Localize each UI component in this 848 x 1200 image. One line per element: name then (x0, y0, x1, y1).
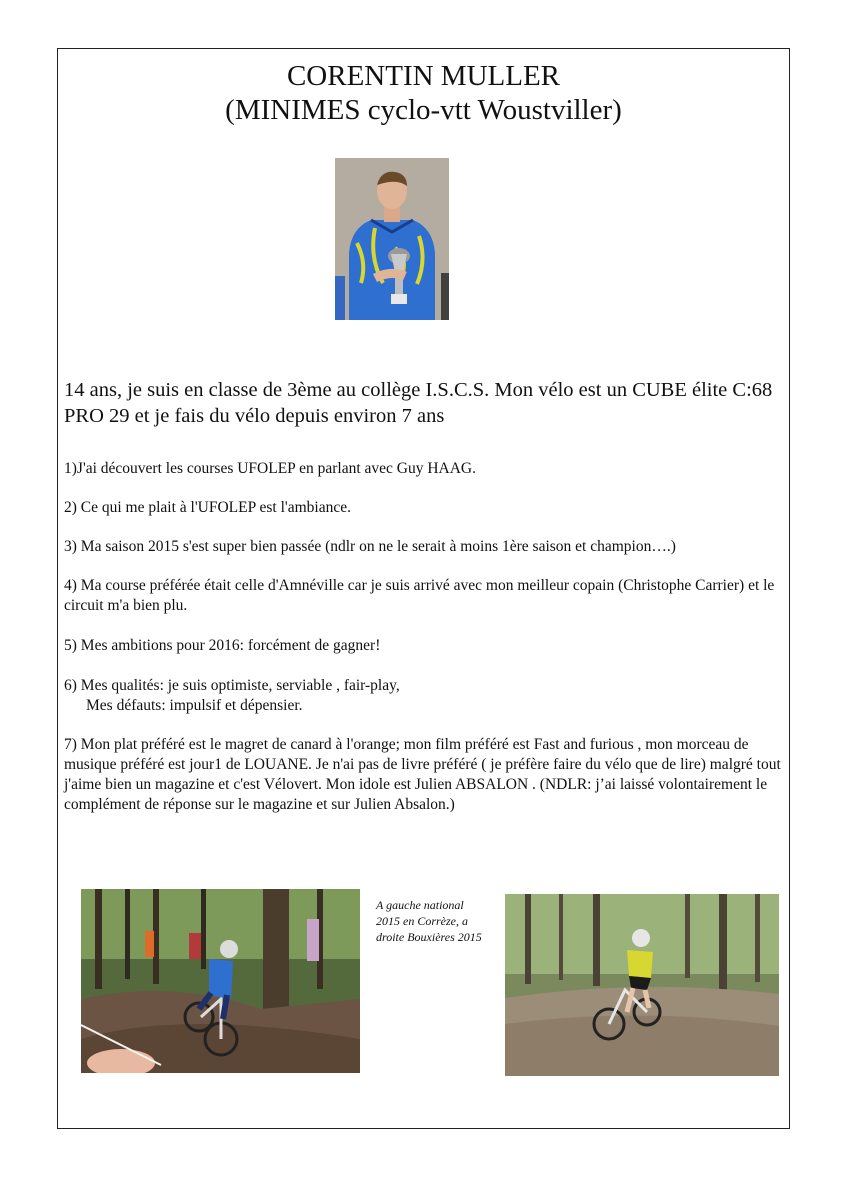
answer-6-qualities: 6) Mes qualités: je suis optimiste, serviable , fair-play, (64, 677, 400, 694)
intro-paragraph: 14 ans, je suis en classe de 3ème au collège I.S.C.S. Mon vélo est un CUBE élite C:68 PRO 29 et je fais du vélo depuis environ 7 ans (64, 379, 773, 427)
race-photo-national-2015 (81, 889, 360, 1073)
answer-7: 7) Mon plat préféré est le magret de canard à l'orange; mon film préféré est Fast and furious , mon morceau de musique préféré est jour1 de LOUANE. Je n'ai pas de livre préféré ( je préfère faire du vélo que de lire) malgré tout j'aime bien un magazine et c'est Vélovert. Mon idole est Julien ABSALON . (NDLR: j’ai laissé volontairement le complément de réponse sur le magazine et sur Julien Absalon.) (64, 736, 781, 813)
answer-4: 4) Ma course préférée était celle d'Amnéville car je suis arrivé avec mon meilleur copain (Christophe Carrier) et le circuit m'a bien plu. (64, 577, 775, 614)
answer-5: 5) Mes ambitions pour 2016: forcément de gagner! (64, 637, 381, 654)
answer-2: 2) Ce qui me plait à l'UFOLEP est l'ambiance. (64, 499, 351, 516)
rider-portrait-photo (335, 158, 449, 320)
answer-3: 3) Ma saison 2015 s'est super bien passée (ndlr on ne le serait à moins 1ère saison et champion….) (64, 538, 676, 555)
page-frame (57, 48, 790, 1129)
rider-name: CORENTIN MULLER (286, 60, 561, 92)
club-name: (MINIMES cyclo-vtt Woustviller) (225, 94, 622, 126)
answer-1: 1)J'ai découvert les courses UFOLEP en parlant avec Guy HAAG. (64, 460, 476, 477)
photo-caption: A gauche national 2015 en Corrèze, a droite Bouxières 2015 (376, 898, 482, 944)
race-photo-bouxieres-2015 (505, 894, 779, 1076)
answer-6 (64, 676, 784, 716)
answer-6-defects: Mes défauts: impulsif et dépensier. (86, 697, 303, 714)
